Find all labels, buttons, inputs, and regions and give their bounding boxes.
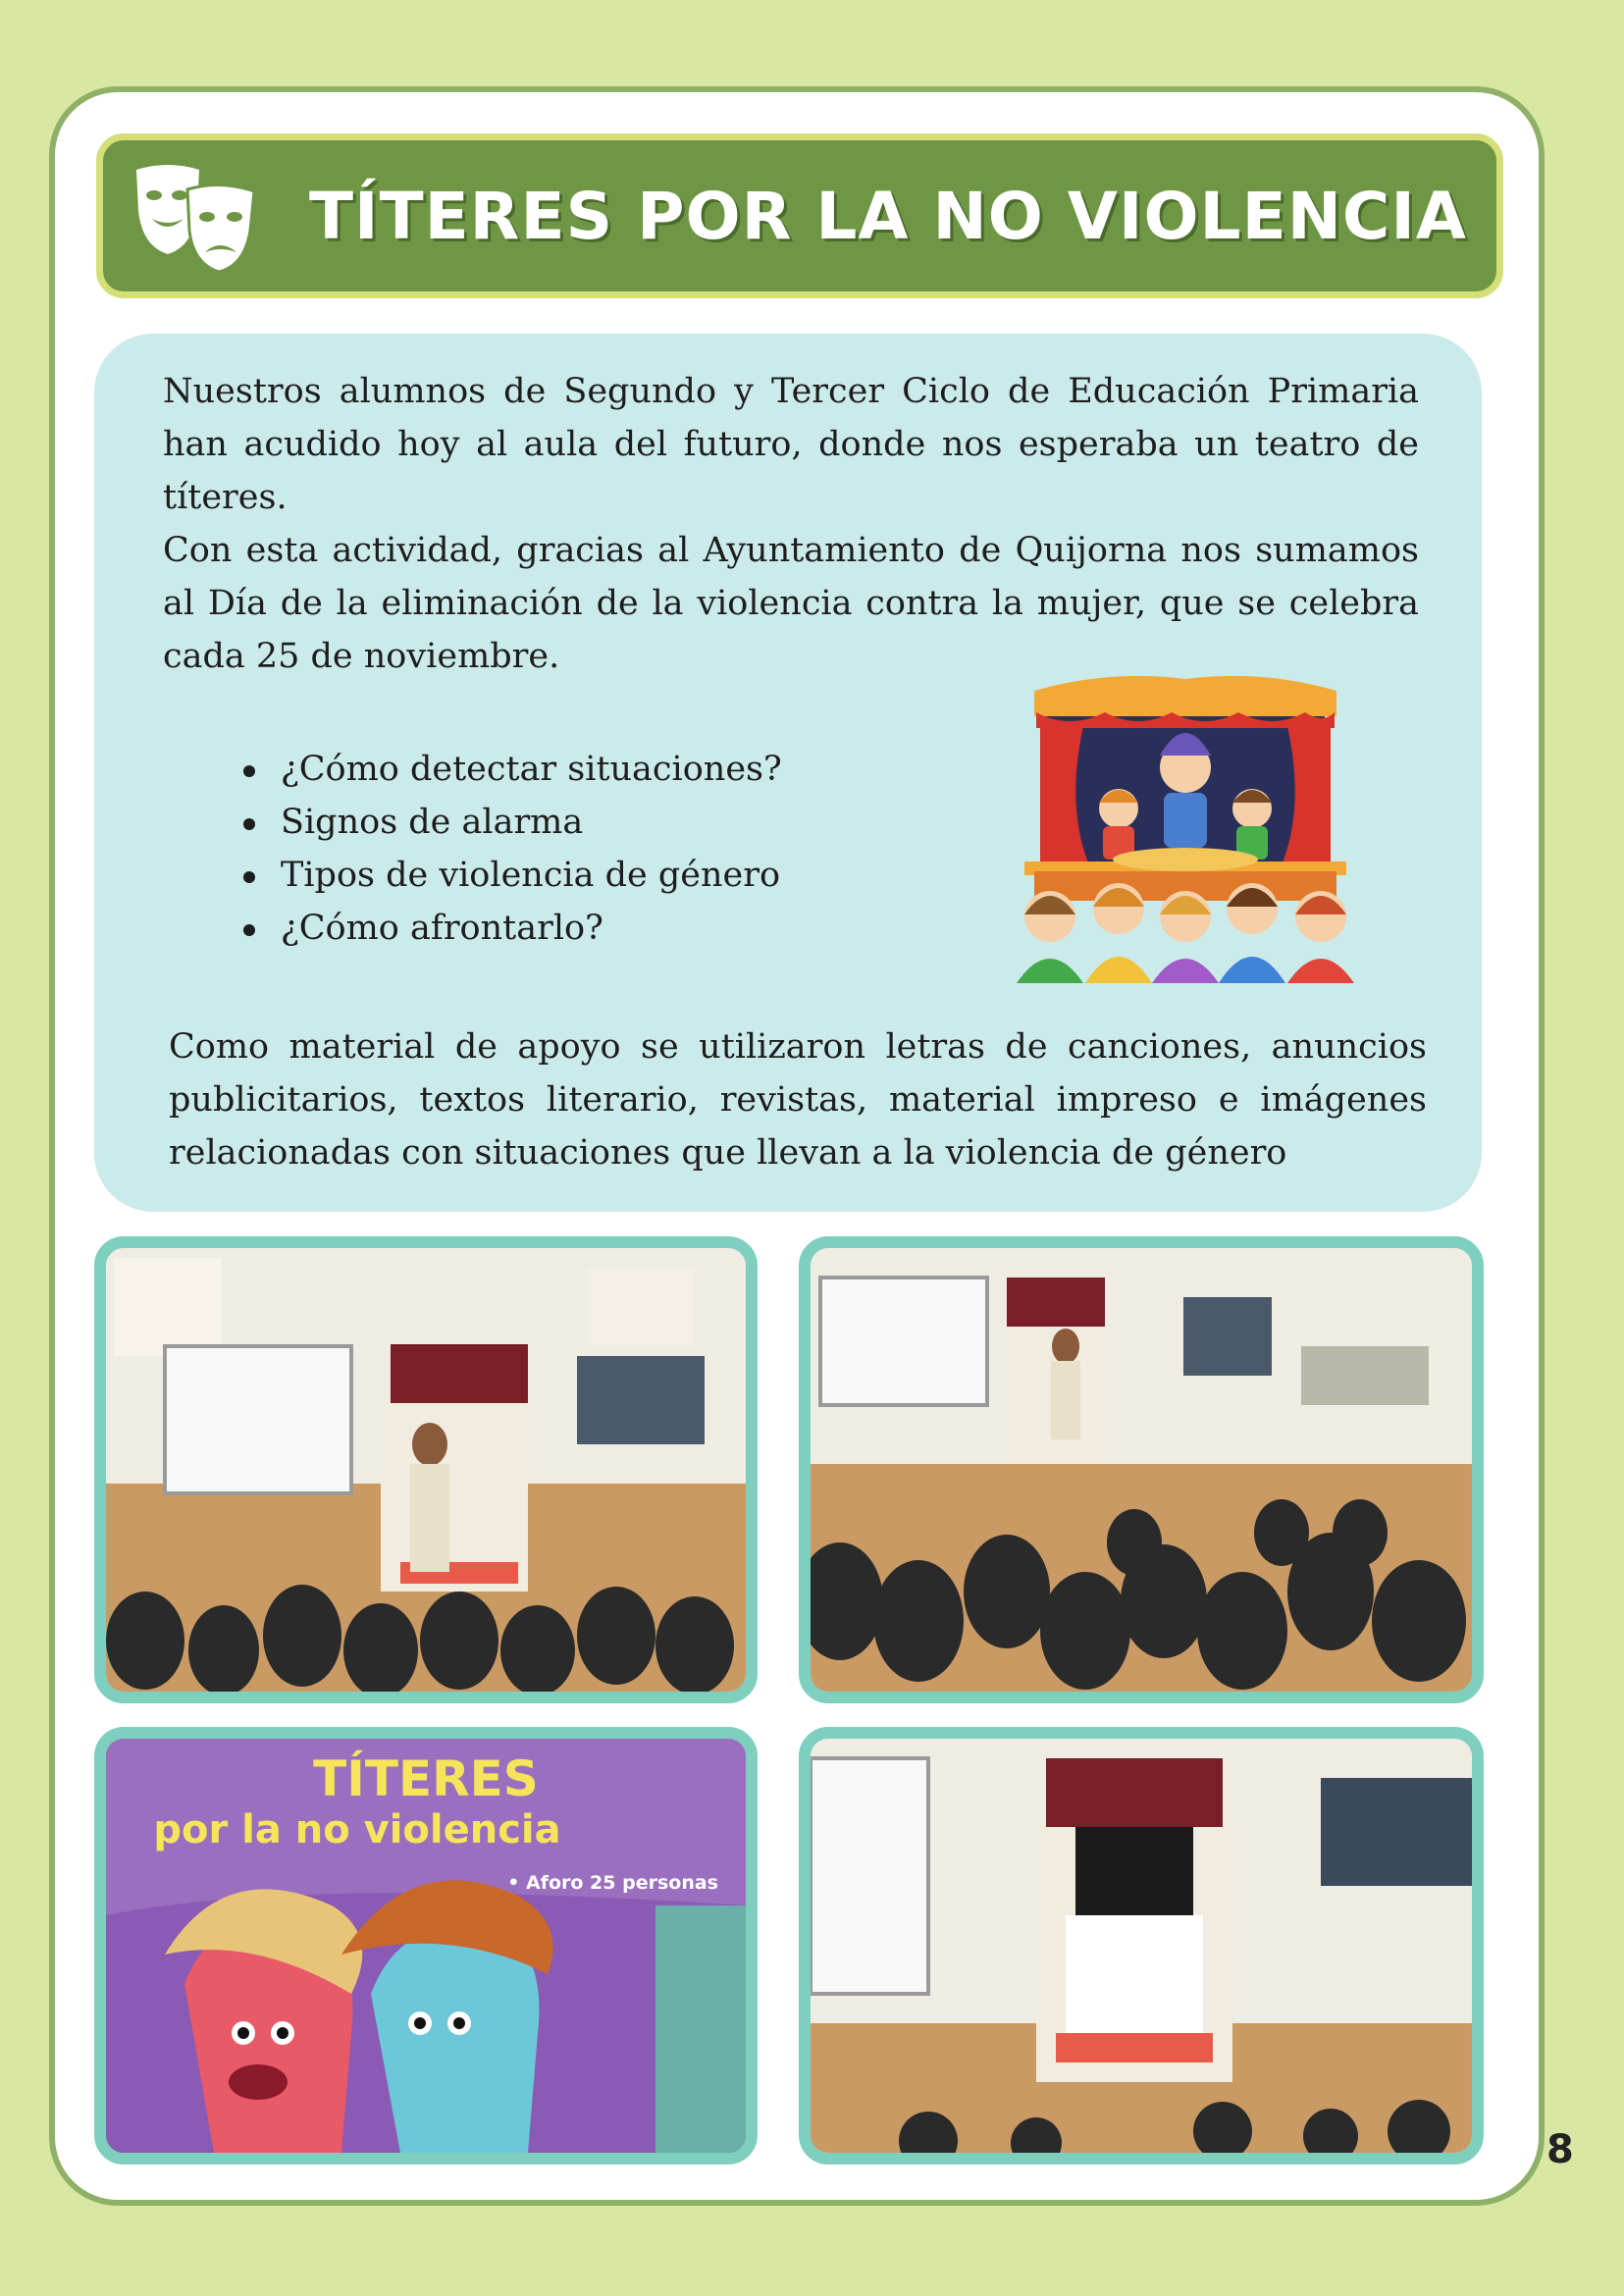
list-item-text: Tipos de violencia de género bbox=[281, 856, 781, 895]
topics-list bbox=[281, 743, 782, 955]
theater-masks-icon bbox=[129, 160, 262, 278]
list-item bbox=[281, 849, 782, 902]
intro-paragraph: Nuestros alumnos de Segundo y Tercer Ciclo de Educación Primaria han acudido hoy al aula del futuro, donde nos esperaba un teatro de títeres. bbox=[163, 372, 1419, 517]
bullet-icon bbox=[243, 765, 255, 777]
list-item-text: Signos de alarma bbox=[281, 803, 584, 842]
page-title: TÍTERES POR LA NO VIOLENCIA bbox=[309, 178, 1468, 254]
puppet-theater-illustration bbox=[1011, 669, 1360, 983]
list-item-text: ¿Cómo detectar situaciones? bbox=[281, 750, 782, 789]
bullet-icon bbox=[243, 871, 255, 883]
poster-subtitle: por la no violencia bbox=[153, 1807, 561, 1852]
photo-puppet-stage bbox=[799, 1727, 1484, 2165]
bullet-icon bbox=[243, 924, 255, 936]
page-number: 8 bbox=[1546, 2127, 1574, 2172]
photo-classroom-puppeteer bbox=[94, 1236, 758, 1703]
list-item bbox=[281, 796, 782, 849]
bullet-icon bbox=[243, 818, 255, 830]
event-paragraph: Con esta actividad, gracias al Ayuntamiento de Quijorna nos sumamos al Día de la eliminación de la violencia contra la mujer, que se celebra cada 25 de noviembre. bbox=[163, 531, 1419, 676]
list-item-text: ¿Cómo afrontarlo? bbox=[281, 909, 603, 948]
poster-title: TÍTERES bbox=[313, 1750, 539, 1807]
photo-classroom-students bbox=[799, 1236, 1484, 1703]
list-item bbox=[281, 902, 782, 955]
event-poster bbox=[94, 1727, 758, 2165]
title-banner bbox=[96, 133, 1503, 298]
support-material-paragraph: Como material de apoyo se utilizaron letras de canciones, anuncios publicitarios, textos literario, revistas, material impreso e imágenes relacionadas con situaciones que llevan a la violencia de género bbox=[169, 1027, 1427, 1173]
list-item bbox=[281, 743, 782, 796]
poster-capacity: • Aforo 25 personas bbox=[507, 1872, 718, 1894]
